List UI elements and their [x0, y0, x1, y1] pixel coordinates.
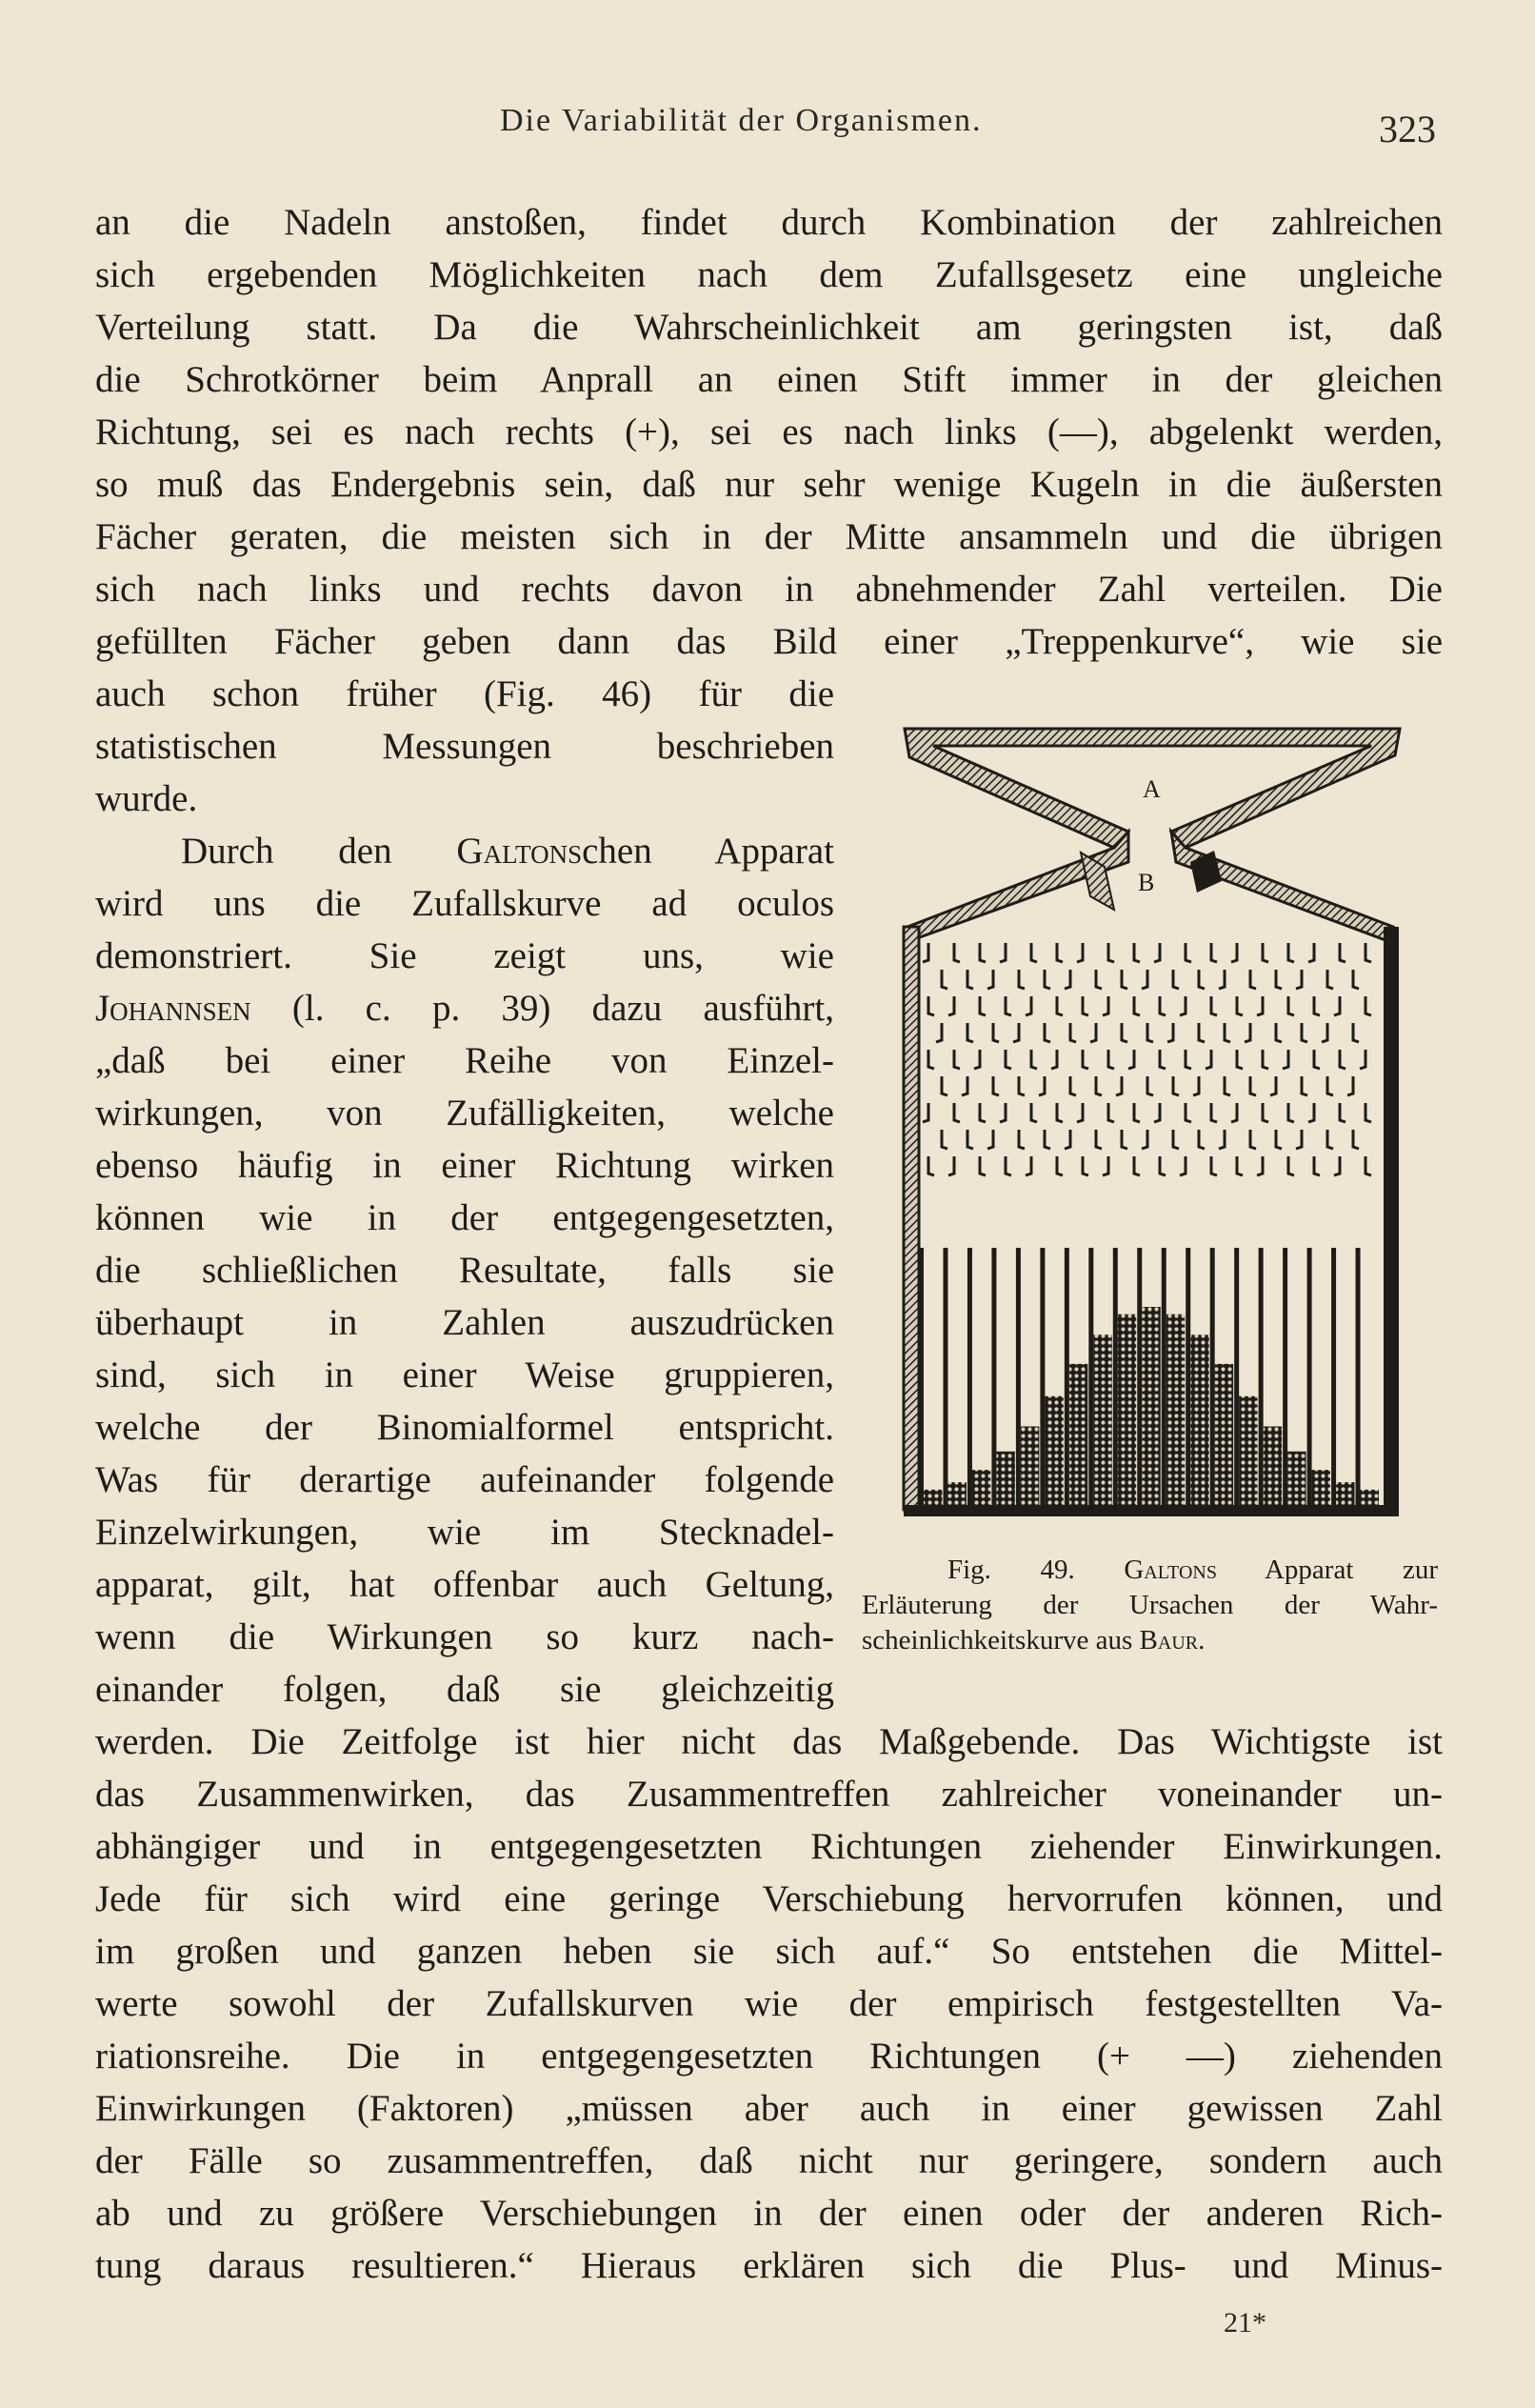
body-line: abhängiger und in entgegengesetzten Richtungen ziehender Einwirkungen.: [95, 1826, 1443, 1867]
pin: [1057, 1103, 1063, 1122]
pin-field: [923, 943, 1371, 1175]
pin: [1045, 970, 1050, 989]
pin: [1122, 1130, 1127, 1149]
pin: [1225, 1076, 1230, 1095]
pin: [1327, 970, 1333, 989]
pin: [1026, 1156, 1031, 1175]
pin: [942, 1076, 947, 1095]
bin-fill: [1021, 1427, 1039, 1505]
pin: [1026, 996, 1031, 1015]
pin: [1031, 1050, 1037, 1069]
body-line: welche der Binomialformel entspricht.: [95, 1407, 834, 1448]
bin-fill: [1166, 1314, 1185, 1505]
bin-fill: [1045, 1396, 1063, 1505]
pin: [1366, 1103, 1371, 1122]
body-line: Einzelwirkungen, wie im Stecknadel-: [95, 1512, 834, 1553]
paragraph-start-line: [181, 829, 834, 874]
pin: [1083, 1156, 1088, 1175]
pin: [1276, 1023, 1282, 1042]
body-line: werte sowohl der Zufallskurven wie der empirisch festgestellten Va-: [95, 1983, 1443, 2024]
pin: [1327, 1076, 1333, 1095]
text-span: chen Apparat: [582, 831, 834, 872]
pin: [1083, 996, 1088, 1015]
pin: [1219, 1130, 1225, 1149]
text-span: Fig. 49.: [947, 1555, 1125, 1585]
pin: [1128, 1050, 1134, 1069]
bin-divider: [1088, 1248, 1093, 1505]
pin: [1199, 1130, 1205, 1149]
bin-fill: [1093, 1334, 1111, 1505]
pin: [1019, 1076, 1025, 1095]
pin: [942, 970, 947, 989]
pin: [1353, 1023, 1359, 1042]
pin: [1276, 1130, 1282, 1149]
page-number: 323: [1379, 108, 1436, 150]
bin-fill: [972, 1470, 990, 1505]
pin: [1211, 996, 1217, 1015]
pin: [1180, 996, 1186, 1015]
pin: [980, 943, 986, 962]
pin: [967, 1023, 973, 1042]
body-line: [95, 986, 834, 1032]
pin: [1065, 1130, 1070, 1149]
pin: [1263, 1050, 1268, 1069]
body-line: Richtung, sei es nach rechts (+), sei es nach links (—), abgelenkt werden,: [95, 411, 1443, 452]
bin-divider: [1331, 1248, 1336, 1505]
pin: [1083, 1050, 1088, 1069]
pin: [1142, 1130, 1147, 1149]
pin: [1147, 1076, 1153, 1095]
pin: [1296, 1130, 1302, 1149]
pin: [928, 1156, 934, 1175]
body-line: gefüllten Fächer geben dann das Bild einer „Treppenkurve“, wie sie: [95, 621, 1443, 662]
bin-divider: [1234, 1248, 1239, 1505]
pin: [1263, 943, 1268, 962]
bin-fill: [1312, 1470, 1330, 1505]
pin: [1288, 943, 1294, 962]
pin: [980, 1103, 986, 1122]
pin: [1340, 943, 1346, 962]
pin: [980, 996, 986, 1015]
pin: [967, 970, 973, 989]
pin: [1257, 1156, 1263, 1175]
pin: [1134, 996, 1140, 1015]
pin: [1108, 1050, 1114, 1069]
pin: [1019, 970, 1025, 989]
pin: [1173, 1076, 1179, 1095]
bin-fill: [1264, 1427, 1282, 1505]
pin: [1154, 943, 1160, 962]
figure-caption-line: [862, 1623, 1438, 1657]
pin: [1231, 943, 1237, 962]
body-line: ab und zu größere Verschiebungen in der einen oder der anderen Rich-: [95, 2193, 1443, 2234]
body-line: werden. Die Zeitfolge ist hier nicht das Maßgebende. Das Wichtigste ist: [95, 1721, 1443, 1762]
pin: [1314, 996, 1320, 1015]
pin: [1211, 1103, 1217, 1122]
pin: [1314, 1050, 1320, 1069]
pin: [928, 1050, 934, 1069]
pin: [954, 1103, 960, 1122]
pin: [1206, 1050, 1211, 1069]
body-line: apparat, gilt, hat offenbar auch Geltung,: [95, 1564, 834, 1605]
pin: [1250, 1130, 1256, 1149]
bin-divider: [1040, 1248, 1045, 1505]
pin: [1057, 943, 1063, 962]
body-line: auch schon früher (Fig. 46) für die: [95, 673, 834, 714]
pin: [1134, 943, 1140, 962]
pin: [1122, 1023, 1127, 1042]
pin: [1173, 1130, 1179, 1149]
body-line: riationsreihe. Die in entgegengesetzten Richtungen (+ —) ziehenden: [95, 2036, 1443, 2077]
label-a: A: [1143, 775, 1161, 803]
body-line: statistischen Messungen beschrieben: [95, 726, 834, 767]
pin: [1340, 1103, 1346, 1122]
pin: [1340, 1050, 1346, 1069]
pin: [1186, 1050, 1191, 1069]
pin: [1096, 1130, 1102, 1149]
pin: [1302, 1076, 1307, 1095]
pin: [1296, 970, 1302, 989]
pin: [936, 1023, 942, 1042]
pin: [1057, 996, 1063, 1015]
pin: [1322, 1023, 1327, 1042]
pin: [1019, 1130, 1025, 1149]
pin: [1211, 943, 1217, 962]
bin-divider: [1210, 1248, 1215, 1505]
pin: [1334, 996, 1340, 1015]
pin: [987, 1130, 993, 1149]
bin-fill: [1215, 1364, 1233, 1505]
pin: [967, 1130, 973, 1149]
bin-fill: [1361, 1490, 1379, 1505]
pin: [1147, 1023, 1153, 1042]
pin: [980, 1156, 986, 1175]
pin: [1270, 1076, 1276, 1095]
body-line: Fächer geraten, die meisten sich in der Mitte ansammeln und die übrigen: [95, 516, 1443, 557]
author-name: Galtons: [1124, 1555, 1217, 1585]
pin: [1186, 1103, 1191, 1122]
pin: [1302, 1023, 1307, 1042]
pin: [1045, 1130, 1050, 1149]
pin: [1160, 996, 1166, 1015]
running-title: Die Variabilität der Organismen.: [500, 103, 983, 138]
author-name: Galtons: [456, 831, 583, 872]
pin: [1031, 943, 1037, 962]
pin: [948, 996, 954, 1015]
signature-mark: 21*: [1224, 2307, 1266, 2338]
pin: [1250, 970, 1256, 989]
body-line: der Fälle so zusammentreffen, daß nicht nur geringere, sondern auch: [95, 2140, 1443, 2181]
pin: [1360, 1050, 1366, 1069]
pin: [1122, 970, 1127, 989]
pin: [1263, 1103, 1268, 1122]
pin: [1103, 996, 1108, 1015]
body-line: im großen und ganzen heben sie sich auf.“ So entstehen die Mittel-: [95, 1931, 1443, 1972]
pin: [923, 943, 928, 962]
bin-divider: [1137, 1248, 1142, 1505]
pin: [1142, 970, 1147, 989]
bin-divider: [1283, 1248, 1287, 1505]
text-span: (l. c. p. 39) dazu ausführt,: [250, 988, 834, 1029]
pin: [954, 1050, 960, 1069]
pin: [1051, 1050, 1057, 1069]
text-span: scheinlichkeitskurve aus: [862, 1625, 1140, 1656]
author-name: Johannsen: [95, 988, 251, 1029]
pin: [1108, 1103, 1114, 1122]
bin-divider: [1162, 1248, 1166, 1505]
pin: [1327, 1130, 1333, 1149]
pin: [1276, 970, 1282, 989]
pin: [1366, 996, 1371, 1015]
pin: [1219, 970, 1225, 989]
bin-divider: [1065, 1248, 1069, 1505]
pin: [1199, 1023, 1205, 1042]
bin-divider: [991, 1248, 996, 1505]
body-line: wird uns die Zufallskurve ad oculos: [95, 883, 834, 924]
pin: [1000, 943, 1006, 962]
pin: [1245, 1023, 1250, 1042]
pin: [1288, 1103, 1294, 1122]
pin: [1353, 1130, 1359, 1149]
pin: [1070, 1076, 1076, 1095]
pin: [1039, 1076, 1045, 1095]
pin: [1090, 1023, 1096, 1042]
base: [904, 1505, 1399, 1516]
body-line: ebenso häufig in einer Richtung wirken: [95, 1145, 834, 1186]
pin: [1353, 970, 1359, 989]
bin-divider: [1016, 1248, 1021, 1505]
body-line: sich ergebenden Möglichkeiten nach dem Zufallsgesetz eine ungleiche: [95, 254, 1443, 295]
pin: [1180, 1156, 1186, 1175]
pin: [1334, 1156, 1340, 1175]
pin: [1308, 943, 1314, 962]
collection-bins: [919, 1248, 1379, 1505]
pin: [1308, 1103, 1314, 1122]
bin-fill: [1069, 1364, 1087, 1505]
body-line: überhaupt in Zahlen auszudrücken: [95, 1302, 834, 1343]
body-line: Jede für sich wird eine geringe Verschiebung hervorrufen können, und: [95, 1878, 1443, 1919]
body-line: sind, sich in einer Weise gruppieren,: [95, 1354, 834, 1395]
pin: [1045, 1023, 1050, 1042]
pin: [1167, 1023, 1173, 1042]
body-line: tung daraus resultieren.“ Hieraus erklären sich die Plus- und Minus-: [95, 2245, 1443, 2286]
bin-divider: [943, 1248, 947, 1505]
author-name: Baur: [1139, 1625, 1199, 1656]
bin-divider: [1186, 1248, 1190, 1505]
bin-divider: [919, 1248, 924, 1505]
bin-divider: [1356, 1248, 1361, 1505]
pin: [1065, 970, 1070, 989]
pin: [1013, 1023, 1019, 1042]
pin: [1250, 1076, 1256, 1095]
galton-board-illustration: [900, 719, 1405, 1519]
pin: [1211, 1156, 1217, 1175]
pin: [1154, 1103, 1160, 1122]
pin: [1199, 970, 1205, 989]
body-line: „daß bei einer Reihe von Einzel-: [95, 1040, 834, 1081]
bin-divider: [1307, 1248, 1312, 1505]
pin: [1160, 1156, 1166, 1175]
pin: [1000, 1103, 1006, 1122]
bin-fill: [1336, 1482, 1354, 1505]
pin: [1031, 1103, 1037, 1122]
pin: [1288, 1156, 1294, 1175]
pin: [1160, 1050, 1166, 1069]
pin: [1314, 1156, 1320, 1175]
bin-fill: [1142, 1307, 1160, 1505]
body-line: Was für derartige aufeinander folgende: [95, 1459, 834, 1500]
body-line: wurde.: [95, 778, 198, 819]
body-line: sich nach links und rechts davon in abnehmender Zahl verteilen. Die: [95, 569, 1443, 610]
pin: [928, 996, 934, 1015]
pin: [993, 1076, 999, 1095]
bin-fill: [1287, 1452, 1306, 1505]
body-line: wirkungen, von Zufälligkeiten, welche: [95, 1093, 834, 1134]
pin: [962, 1076, 967, 1095]
body-line: demonstriert. Sie zeigt uns, wie: [95, 935, 834, 976]
body-line: einander folgen, daß sie gleichzeitig: [95, 1669, 834, 1710]
pin: [1096, 970, 1102, 989]
pin: [1103, 1156, 1108, 1175]
pin: [1225, 1023, 1230, 1042]
pin: [974, 1050, 980, 1069]
body-line: an die Nadeln anstoßen, findet durch Kombination der zahlreichen: [95, 202, 1443, 243]
pin: [954, 943, 960, 962]
bin-fill: [924, 1490, 942, 1505]
pin: [1006, 1050, 1011, 1069]
text-span: Durch den: [181, 831, 457, 872]
pin: [1006, 1156, 1011, 1175]
body-line: die Schrotkörner beim Anprall an einen Stift immer in der gleichen: [95, 359, 1443, 400]
pin: [942, 1130, 947, 1149]
bin-divider: [967, 1248, 972, 1505]
pin: [1257, 996, 1263, 1015]
pin: [993, 1023, 999, 1042]
pin: [987, 970, 993, 989]
bin-fill: [947, 1482, 966, 1505]
pin: [1231, 1103, 1237, 1122]
pin: [923, 1103, 928, 1122]
figure-caption-line: Erläuterung der Ursachen der Wahr-: [862, 1590, 1438, 1620]
text-span: Apparat zur: [1217, 1555, 1438, 1585]
pin: [1096, 1076, 1102, 1095]
pin: [1173, 970, 1179, 989]
pin: [1366, 943, 1371, 962]
pin: [1193, 1076, 1199, 1095]
body-line: die schließlichen Resultate, falls sie: [95, 1250, 834, 1291]
pin: [1288, 996, 1294, 1015]
bin-divider: [1259, 1248, 1264, 1505]
body-line: können wie in der entgegengesetzten,: [95, 1197, 834, 1238]
right-wall: [1384, 927, 1399, 1510]
pin: [1077, 943, 1083, 962]
pin: [1108, 943, 1114, 962]
pin: [1134, 1103, 1140, 1122]
pin: [948, 1156, 954, 1175]
pin: [1347, 1076, 1353, 1095]
pin: [1237, 996, 1243, 1015]
bin-fill: [1118, 1314, 1136, 1505]
body-line: Einwirkungen (Faktoren) „müssen aber auch in einer gewissen Zahl: [95, 2088, 1443, 2129]
pin: [1077, 1103, 1083, 1122]
pin: [1057, 1156, 1063, 1175]
pin: [1006, 996, 1011, 1015]
bin-fill: [996, 1452, 1014, 1505]
bin-fill: [1239, 1396, 1257, 1505]
bin-fill: [1190, 1334, 1208, 1505]
pin: [1237, 1050, 1243, 1069]
body-line: wenn die Wirkungen so kurz nach-: [95, 1616, 834, 1657]
body-line: so muß das Endergebnis sein, daß nur sehr wenige Kugeln in die äußersten: [95, 464, 1443, 505]
label-b: B: [1138, 869, 1155, 896]
text-span: .: [1198, 1625, 1206, 1656]
pin: [1070, 1023, 1076, 1042]
pin: [1134, 1156, 1140, 1175]
body-line: das Zusammenwirken, das Zusammentreffen zahlreicher voneinander un-: [95, 1774, 1443, 1815]
pin: [1237, 1156, 1243, 1175]
pin: [1186, 943, 1191, 962]
bin-divider: [1113, 1248, 1118, 1505]
body-line: Verteilung statt. Da die Wahrscheinlichkeit am geringsten ist, daß: [95, 307, 1443, 348]
pin: [1283, 1050, 1288, 1069]
pin: [1366, 1156, 1371, 1175]
figure-caption-line: [947, 1553, 1438, 1587]
left-wall: [904, 927, 919, 1510]
pin: [1116, 1076, 1122, 1095]
